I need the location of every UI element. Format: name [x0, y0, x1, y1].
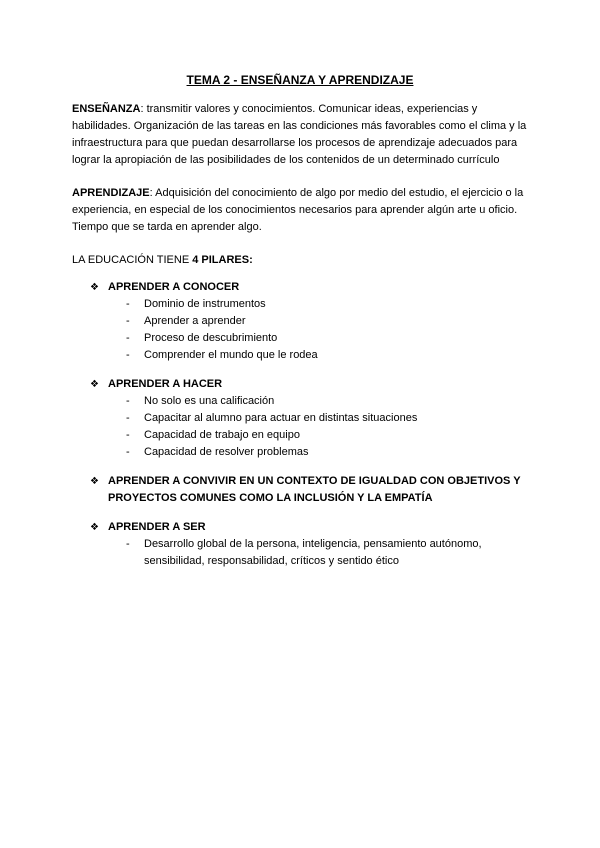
dash-bullet: -	[126, 395, 130, 407]
pillar-title: APRENDER A CONOCER	[108, 281, 240, 293]
list-item-text: Proceso de descubrimiento	[144, 332, 278, 344]
list-item	[108, 330, 528, 347]
document-title: TEMA 2 - ENSEÑANZA Y APRENDIZAJE	[186, 73, 414, 87]
diamond-bullet-icon: ❖	[90, 379, 99, 390]
list-item-text: No solo es una calificación	[144, 395, 275, 407]
list-item-text: Comprender el mundo que le rodea	[144, 349, 318, 361]
ensenanza-text: : transmitir valores y conocimientos. Comunicar ideas, experiencias y habilidades. Organización de las tareas en las condiciones más favorables como el clima y la infraestructura para que puedan desarrollarse los procesos de aprendizaje adecuados para lograr la apropiación de las posibilidades de los contenidos de un determinado currículo	[72, 103, 527, 166]
pillar-title: APRENDER A CONVIVIR EN UN CONTEXTO DE IGUALDAD CON OBJETIVOS Y PROYECTOS COMUNES COMO LA INCLUSIÓN Y LA EMPATÍA	[108, 475, 521, 504]
list-item	[108, 536, 528, 570]
dash-bullet: -	[126, 429, 130, 441]
aprendizaje-text: : Adquisición del conocimiento de algo por medio del estudio, el ejercicio o la experiencia, en especial de los conocimientos necesarios para aprender algún arte u oficio. Tiempo que se tarda en aprender algo.	[72, 187, 524, 233]
list-item-text: Capacidad de resolver problemas	[144, 446, 309, 458]
pillars-list	[72, 279, 528, 570]
pillar-hacer	[72, 376, 528, 461]
pillar-sublist	[108, 536, 528, 570]
dash-bullet: -	[126, 538, 130, 550]
diamond-bullet-icon: ❖	[90, 476, 99, 487]
pillar-title: APRENDER A SER	[108, 521, 206, 533]
dash-bullet: -	[126, 332, 130, 344]
ensenanza-term: ENSEÑANZA	[72, 103, 141, 115]
list-item	[108, 427, 528, 444]
aprendizaje-definition	[72, 185, 528, 236]
list-item-text: Capacitar al alumno para actuar en distintas situaciones	[144, 412, 418, 424]
dash-bullet: -	[126, 298, 130, 310]
list-item	[108, 296, 528, 313]
diamond-bullet-icon: ❖	[90, 522, 99, 533]
pillar-sublist	[108, 296, 528, 364]
aprendizaje-term: APRENDIZAJE	[72, 187, 150, 199]
pillar-ser	[72, 519, 528, 570]
list-item	[108, 410, 528, 427]
list-item-text: Capacidad de trabajo en equipo	[144, 429, 300, 441]
dash-bullet: -	[126, 315, 130, 327]
pillars-intro	[72, 252, 528, 269]
diamond-bullet-icon: ❖	[90, 282, 99, 293]
list-item	[108, 393, 528, 410]
pillar-sublist	[108, 393, 528, 461]
pillars-intro-prefix: LA EDUCACIÓN TIENE	[72, 254, 193, 266]
pillar-conocer	[72, 279, 528, 364]
list-item	[108, 444, 528, 461]
list-item-text: Dominio de instrumentos	[144, 298, 266, 310]
pillars-intro-bold: 4 PILARES:	[192, 254, 253, 266]
list-item-text: Aprender a aprender	[144, 315, 246, 327]
list-item-text: Desarrollo global de la persona, inteligencia, pensamiento autónomo, sensibilidad, responsabilidad, críticos y sentido ético	[144, 538, 482, 567]
dash-bullet: -	[126, 349, 130, 361]
dash-bullet: -	[126, 446, 130, 458]
list-item	[108, 347, 528, 364]
dash-bullet: -	[126, 412, 130, 424]
ensenanza-definition	[72, 101, 528, 169]
pillar-title: APRENDER A HACER	[108, 378, 223, 390]
list-item	[108, 313, 528, 330]
pillar-convivir	[72, 473, 528, 507]
